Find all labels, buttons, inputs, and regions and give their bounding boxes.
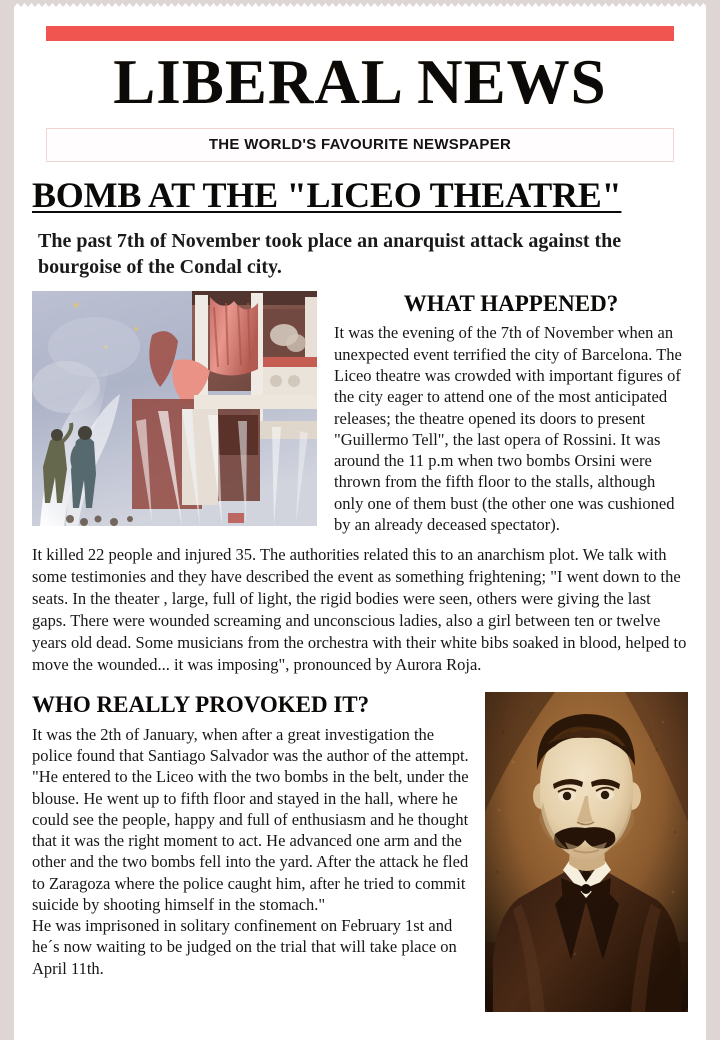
article-headline: BOMB AT THE "LICEO THEATRE" <box>32 175 622 216</box>
who-provoked-paragraph-3: He was imprisoned in solitary confinement on February 1st and he´s now waiting to be judged on the trial that will take place on April 11th. <box>32 916 457 978</box>
masthead-title: LIBERAL NEWS <box>113 47 607 117</box>
tagline-text: THE WORLD'S FAVOURITE NEWSPAPER <box>208 136 512 154</box>
who-provoked-paragraph-2: "He entered to the Liceo with the two bombs in the belt, under the blouse. He went up to fifth floor and stayed in the hall, where he could see the people, happy and full of enthusiasm and he thought that it was the right moment to act. He advanced one arm and the other and the two bombs fell into the yard. After the attack he fled to Zaragoza where the police caught him, after he tried to commit suicide by shooting himself in the stomach." <box>32 767 469 914</box>
section-who-provoked <box>32 692 688 1012</box>
santiago-salvador-portrait <box>485 692 688 1012</box>
page-content <box>14 13 706 1012</box>
article-subheadline: The past 7th of November took place an anarquist attack against the bourgoise of the Condal city. <box>38 230 622 279</box>
testimony-paragraph: It killed 22 people and injured 35. The authorities related this to an anarchism plot. We talk with some testimonies and they have described the event as something frightening; "I went down to the seats. In the theater , large, full of light, the rigid bodies were seen, others were giving the last gaps. There were wounded screaming and unconscious ladies, also a girl between ten or twelve years old dead. Some musicians from the orchestra with their white bibs soaked in blood, helped to move the wounded... it was imposing", pronounced by Aurora Roja. <box>32 545 687 674</box>
section-heading-who-provoked: WHO REALLY PROVOKED IT? <box>32 692 370 718</box>
section-what-happened <box>32 291 688 535</box>
what-happened-column <box>334 291 688 535</box>
what-happened-body: It was the evening of the 7th of November when an unexpected event terrified the city of Barcelona. The Liceo theatre was crowded with important figures of the city eager to attend one of the most anticipated releases; the theatre opened its doors to present "Guillermo Tell", the last opera of Rossini. It was around the 11 p.m when two bombs Orsini were thrown from the fifth floor to the stalls, although only one of them bust (the other one was cushioned by an already deceased spectator). <box>334 323 682 534</box>
masthead-accent-bar <box>46 26 674 41</box>
torn-paper-edge <box>14 0 706 13</box>
newspaper-page <box>14 0 706 1040</box>
tagline-box <box>46 128 674 162</box>
who-provoked-column <box>32 692 485 979</box>
theatre-bombing-illustration <box>32 291 317 526</box>
section-heading-what-happened: WHAT HAPPENED? <box>403 291 619 317</box>
who-provoked-paragraph-1: It was the 2th of January, when after a great investigation the police found that Santiago Salvador was the author of the attempt. <box>32 724 469 765</box>
